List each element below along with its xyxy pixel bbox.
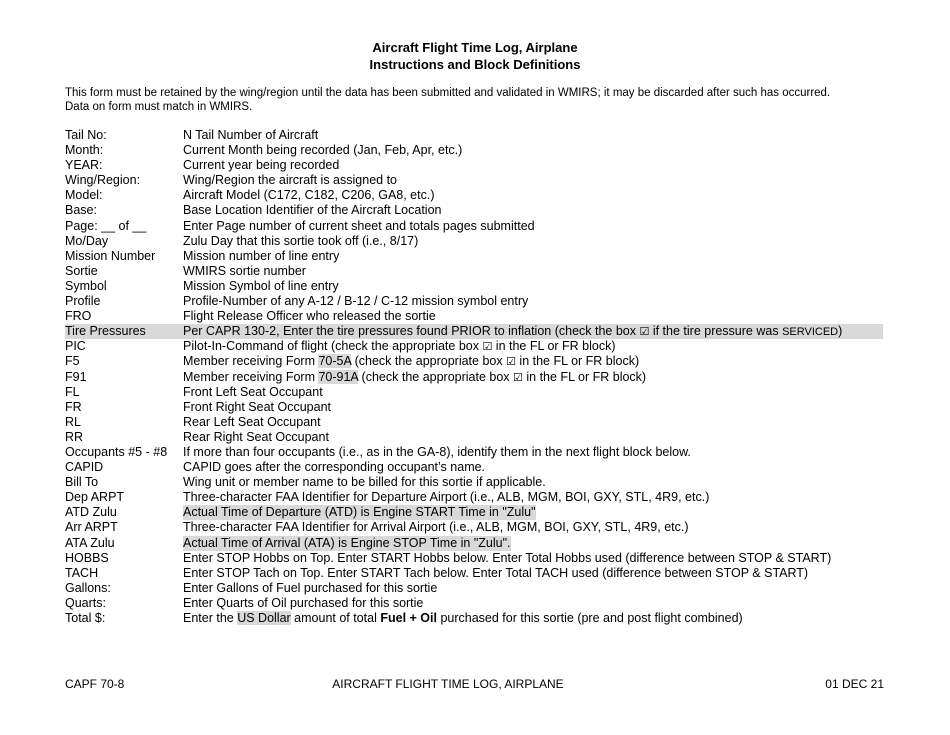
definition-row-month xyxy=(65,143,895,158)
desc-part: Pilot-In-Command of flight (check the appropriate box xyxy=(183,339,483,354)
term-description: Enter STOP Hobbs on Top. Enter START Hobbs below. Enter Total Hobbs used (difference between STOP & START) xyxy=(183,550,832,565)
definition-row-capid xyxy=(65,460,895,475)
term-label: RL xyxy=(65,414,81,429)
definition-row-tire-pressures xyxy=(65,324,883,339)
definition-row-year xyxy=(65,158,895,173)
term-label: Mission Number xyxy=(65,248,156,263)
term-description: Three-character FAA Identifier for Arrival Airport (i.e., ALB, MGM, BOI, GXY, STL, 4R9, etc.) xyxy=(183,520,689,535)
definition-row-fl xyxy=(65,385,895,400)
definition-row-quarts xyxy=(65,596,895,611)
page-subtitle: Instructions and Block Definitions xyxy=(369,57,581,72)
term-label: HOBBS xyxy=(65,550,109,565)
checkbox-checked-icon: ☑ xyxy=(506,355,516,369)
term-label: F5 xyxy=(65,354,80,369)
definition-row-atd-zulu xyxy=(65,505,895,520)
term-description: Front Left Seat Occupant xyxy=(183,384,323,399)
term-description: Enter Quarts of Oil purchased for this sortie xyxy=(183,595,424,610)
term-label: RR xyxy=(65,429,84,444)
checkbox-checked-icon: ☑ xyxy=(513,370,523,384)
term-description: Mission number of line entry xyxy=(183,248,340,263)
term-description: Enter Gallons of Fuel purchased for this sortie xyxy=(183,580,438,595)
retention-notice: This form must be retained by the wing/region until the data has been submitted and validated in WMIRS; it may be discarded after such has occurred. xyxy=(65,87,831,99)
desc-part: SERVICED xyxy=(782,326,839,339)
term-description xyxy=(183,370,646,385)
term-description: Front Right Seat Occupant xyxy=(183,399,331,414)
term-description: Rear Left Seat Occupant xyxy=(183,414,321,429)
term-label: YEAR: xyxy=(65,158,103,173)
definition-row-tail-no xyxy=(65,128,895,143)
term-description: Enter Page number of current sheet and totals pages submitted xyxy=(183,218,535,233)
term-label: Profile xyxy=(65,294,101,309)
definition-row-sortie xyxy=(65,264,895,279)
term-description: Actual Time of Departure (ATD) is Engine START Time in "Zulu" xyxy=(183,505,536,520)
definition-row-model xyxy=(65,188,895,203)
definition-row-occupants xyxy=(65,445,895,460)
definition-row-f91 xyxy=(65,370,895,385)
desc-part: Enter the xyxy=(183,611,238,625)
footer-form-title: AIRCRAFT FLIGHT TIME LOG, AIRPLANE xyxy=(332,677,564,691)
desc-part: Member receiving Form xyxy=(183,369,319,384)
term-description xyxy=(183,611,743,626)
footer-form-id: CAPF 70-8 xyxy=(65,677,125,691)
desc-part: ) xyxy=(838,324,843,339)
term-description xyxy=(183,339,616,354)
desc-part: Per CAPR 130-2, Enter the tire pressures found PRIOR to inflation (check the box xyxy=(183,324,640,339)
term-label: Gallons: xyxy=(65,580,111,595)
definition-row-rr xyxy=(65,430,895,445)
term-label: Base: xyxy=(65,203,97,218)
desc-part: Member receiving Form xyxy=(183,354,319,369)
bold-fuel-oil: Fuel + Oil xyxy=(380,611,437,625)
term-label: Arr ARPT xyxy=(65,520,118,535)
term-label: FRO xyxy=(65,309,92,324)
term-label: Total $: xyxy=(65,611,106,625)
term-description: Wing/Region the aircraft is assigned to xyxy=(183,173,397,188)
term-label: Dep ARPT xyxy=(65,490,125,505)
definition-row-profile xyxy=(65,294,895,309)
term-label: ATA Zulu xyxy=(65,535,115,550)
definition-row-base xyxy=(65,203,895,218)
definition-row-tach xyxy=(65,566,895,581)
desc-part: in the FL or FR block) xyxy=(515,354,640,369)
term-label: Tire Pressures xyxy=(65,324,146,339)
term-description: Actual Time of Arrival (ATA) is Engine STOP Time in "Zulu". xyxy=(183,535,511,550)
desc-part: (check the appropriate box xyxy=(351,354,507,369)
term-description: Current Month being recorded (Jan, Feb, Apr, etc.) xyxy=(183,143,463,158)
term-label: TACH xyxy=(65,565,99,580)
definition-row-wing-region xyxy=(65,173,895,188)
definition-row-gallons xyxy=(65,581,895,596)
term-description: N Tail Number of Aircraft xyxy=(183,128,319,142)
term-description: Enter STOP Tach on Top. Enter START Tach below. Enter Total TACH used (difference between STOP & START) xyxy=(183,565,809,580)
term-label: Wing/Region: xyxy=(65,173,141,188)
definition-row-total xyxy=(65,611,895,626)
term-label: Sortie xyxy=(65,263,98,278)
desc-part: amount of total xyxy=(290,611,381,625)
footer-date: 01 DEC 21 xyxy=(825,677,884,691)
definition-row-arr-arpt xyxy=(65,520,895,535)
definition-row-fr xyxy=(65,400,895,415)
term-label: PIC xyxy=(65,339,86,354)
definition-row-bill-to xyxy=(65,475,895,490)
term-description: Base Location Identifier of the Aircraft Location xyxy=(183,203,442,218)
definition-row-mo-day xyxy=(65,234,895,249)
term-label: Occupants #5 - #8 xyxy=(65,444,168,459)
desc-part: in the FL or FR block) xyxy=(522,369,647,384)
definition-row-dep-arpt xyxy=(65,490,895,505)
definition-row-rl xyxy=(65,415,895,430)
term-description: If more than four occupants (i.e., as in the GA-8), identify them in the next flight block below. xyxy=(183,444,691,459)
desc-part: purchased for this sortie (pre and post flight combined) xyxy=(436,611,743,625)
term-label: FR xyxy=(65,399,82,414)
term-label: Quarts: xyxy=(65,595,106,610)
term-description: Aircraft Model (C172, C182, C206, GA8, etc.) xyxy=(183,188,435,203)
term-description xyxy=(183,354,639,369)
page-title: Aircraft Flight Time Log, Airplane xyxy=(372,40,578,55)
term-label: F91 xyxy=(65,369,87,384)
term-label: ATD Zulu xyxy=(65,505,117,520)
term-description xyxy=(183,324,842,340)
desc-part: in the FL or FR block) xyxy=(492,339,616,354)
term-label: Model: xyxy=(65,188,103,203)
wmirs-match-notice: Data on form must match in WMIRS. xyxy=(65,101,253,113)
term-label: Month: xyxy=(65,143,104,158)
term-description: Three-character FAA Identifier for Departure Airport (i.e., ALB, MGM, BOI, GXY, STL, 4R9, etc.) xyxy=(183,490,710,505)
term-description: Current year being recorded xyxy=(183,158,340,173)
definition-row-page xyxy=(65,219,895,234)
term-label: Page: __ of __ xyxy=(65,218,147,233)
term-description: Mission Symbol of line entry xyxy=(183,278,339,293)
term-description: Zulu Day that this sortie took off (i.e., 8/17) xyxy=(183,233,419,248)
term-label: Mo/Day xyxy=(65,233,109,248)
term-label: Tail No: xyxy=(65,128,107,142)
highlighted-currency: US Dollar xyxy=(237,611,291,625)
term-label: Bill To xyxy=(65,475,99,490)
term-description: Rear Right Seat Occupant xyxy=(183,429,329,444)
definition-row-hobbs xyxy=(65,551,895,566)
highlighted-form-number: 70-5A xyxy=(318,354,352,369)
definition-row-symbol xyxy=(65,279,895,294)
desc-part: (check the appropriate box xyxy=(358,369,514,384)
definition-row-ata-zulu xyxy=(65,536,895,551)
term-label: Symbol xyxy=(65,278,107,293)
definition-row-f5 xyxy=(65,354,895,369)
term-description: CAPID goes after the corresponding occupant’s name. xyxy=(183,460,486,475)
term-description: Wing unit or member name to be billed for this sortie if applicable. xyxy=(183,475,546,490)
checkbox-checked-icon: ☑ xyxy=(482,340,493,354)
definition-row-pic xyxy=(65,339,895,354)
desc-part: if the tire pressure was xyxy=(649,324,783,339)
definition-row-mission-number xyxy=(65,249,895,264)
term-description: Flight Release Officer who released the sortie xyxy=(183,309,436,324)
term-description: Profile-Number of any A-12 / B-12 / C-12 mission symbol entry xyxy=(183,294,529,309)
definition-row-fro xyxy=(65,309,895,324)
highlighted-form-number: 70-91A xyxy=(318,369,359,384)
term-description: WMIRS sortie number xyxy=(183,263,306,278)
term-label: CAPID xyxy=(65,460,104,475)
checkbox-checked-icon: ☑ xyxy=(639,325,650,339)
term-label: FL xyxy=(65,384,80,399)
definitions-list xyxy=(65,128,895,626)
